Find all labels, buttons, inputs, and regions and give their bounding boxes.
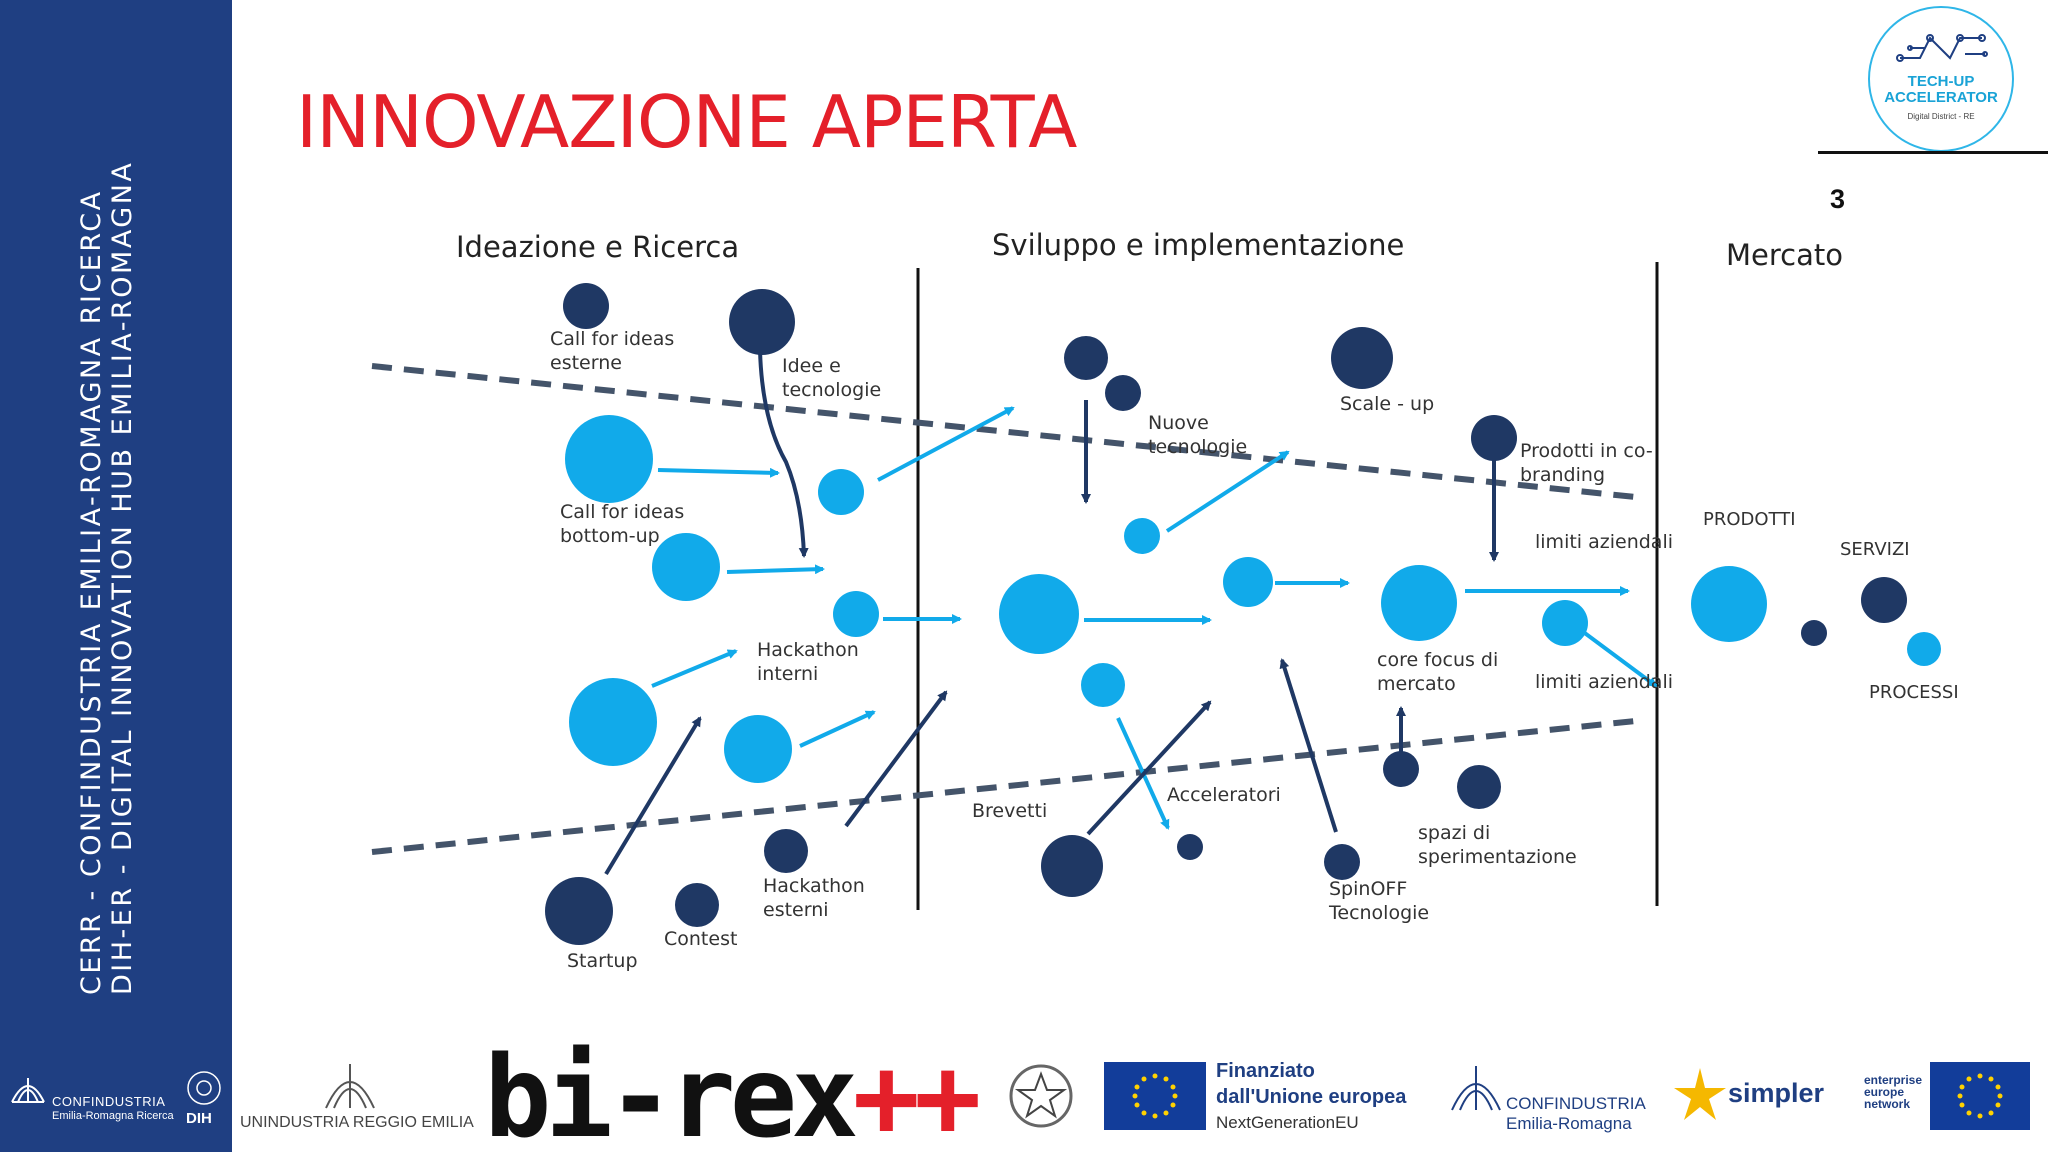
eu-line-3: NextGenerationEU bbox=[1216, 1113, 1359, 1132]
phase-ideazione: Ideazione e Ricerca bbox=[456, 230, 740, 264]
simpler-star-icon bbox=[1672, 1066, 1728, 1122]
label-prodotti: PRODOTTI bbox=[1703, 509, 1796, 530]
circle-dark bbox=[1177, 834, 1203, 860]
label-prodotti-cobranding bbox=[1520, 439, 1653, 487]
sidebar-line-dih: DIH-ER - DIGITAL INNOVATION HUB EMILIA-ROMAGNA bbox=[107, 160, 138, 995]
light-circles bbox=[565, 415, 1941, 783]
label-line: bottom-up bbox=[560, 525, 660, 547]
badge-subtitle: Digital District - RE bbox=[1907, 112, 1975, 121]
circle-light bbox=[724, 715, 792, 783]
italian-republic-emblem-icon bbox=[1006, 1060, 1076, 1132]
label-line: branding bbox=[1520, 464, 1605, 486]
circle-dark bbox=[545, 877, 613, 945]
circle-dark bbox=[1801, 620, 1827, 646]
een-text bbox=[1864, 1074, 1922, 1110]
label-core-focus bbox=[1377, 648, 1498, 696]
eu-stars-icon bbox=[1104, 1062, 1206, 1130]
unindustria-emblem-icon bbox=[320, 1056, 380, 1112]
een-line-2: europe bbox=[1864, 1085, 1905, 1099]
label-servizi: SERVIZI bbox=[1840, 539, 1910, 560]
circle-dark bbox=[1041, 835, 1103, 897]
label-startup: Startup bbox=[567, 950, 638, 972]
circle-light bbox=[1542, 600, 1588, 646]
circle-dark bbox=[1457, 765, 1501, 809]
page-number: 3 bbox=[1830, 184, 1846, 214]
label-limiti-2: limiti aziendali bbox=[1535, 671, 1674, 693]
label-line: Hackathon bbox=[763, 875, 865, 897]
phase-mercato: Mercato bbox=[1726, 238, 1843, 272]
label-line: Prodotti in co- bbox=[1520, 440, 1653, 462]
label-line: Nuove bbox=[1148, 412, 1209, 434]
circle-dark bbox=[1105, 375, 1141, 411]
arrow-light bbox=[652, 651, 736, 686]
circle-light bbox=[565, 415, 653, 503]
circle-light bbox=[1081, 663, 1125, 707]
eu-line-2: dall'Unione europea bbox=[1216, 1086, 1407, 1108]
circle-dark bbox=[675, 883, 719, 927]
circle-dark bbox=[563, 283, 609, 329]
eu-flag-icon-2 bbox=[1930, 1062, 2030, 1130]
funnel-top-line bbox=[372, 366, 1645, 498]
label-call-bottom-up bbox=[560, 500, 684, 548]
sidebar-line-cerr: CERR - CONFINDUSTRIA EMILIA-ROMAGNA RICERCA bbox=[76, 189, 107, 995]
label-spazi-sperimentazione bbox=[1418, 821, 1577, 869]
confindustria-sub-label: Emilia-Romagna Ricerca bbox=[52, 1110, 174, 1122]
label-line: SpinOFF bbox=[1329, 878, 1408, 900]
phase-sviluppo: Sviluppo e implementazione bbox=[992, 228, 1405, 262]
confindustria-er-logo bbox=[1448, 1058, 1658, 1138]
eu-flag-icon bbox=[1104, 1062, 1206, 1130]
circle-dark bbox=[729, 289, 795, 355]
label-line: sperimentazione bbox=[1418, 846, 1577, 868]
unindustria-logo bbox=[240, 1056, 474, 1136]
circle-dark bbox=[1324, 844, 1360, 880]
arrow-light bbox=[727, 569, 823, 572]
label-brevetti: Brevetti bbox=[972, 800, 1048, 822]
label-acceleratori: Acceleratori bbox=[1167, 784, 1281, 806]
circle-light bbox=[999, 574, 1079, 654]
circle-light bbox=[1223, 557, 1273, 607]
arrow-light bbox=[800, 712, 874, 746]
birex-logo bbox=[484, 1033, 976, 1163]
label-line: esterni bbox=[763, 899, 829, 921]
label-line: mercato bbox=[1377, 673, 1456, 695]
label-idee-tecnologie bbox=[782, 354, 881, 402]
badge-line-2: ACCELERATOR bbox=[1884, 89, 1998, 106]
circle-dark bbox=[764, 829, 808, 873]
eu-line-1: Finanziato bbox=[1216, 1060, 1315, 1082]
confindustria-label: CONFINDUSTRIA bbox=[52, 1094, 166, 1109]
een-line-1: enterprise bbox=[1864, 1073, 1923, 1087]
arrow-dark bbox=[846, 692, 946, 826]
label-line: esterne bbox=[550, 352, 622, 374]
confindustria-er-line1: CONFINDUSTRIA bbox=[1506, 1094, 1646, 1113]
arrow-dark bbox=[1088, 702, 1210, 834]
label-hackathon-esterni bbox=[763, 874, 865, 922]
circle-light bbox=[833, 591, 879, 637]
circle-dark bbox=[1331, 327, 1393, 389]
circle-dark bbox=[1064, 336, 1108, 380]
label-line: spazi di bbox=[1418, 822, 1491, 844]
circle-light bbox=[1124, 518, 1160, 554]
label-call-esterne bbox=[550, 327, 674, 375]
label-nuove-tecnologie bbox=[1148, 411, 1247, 459]
birex-plus: ++ bbox=[852, 1033, 976, 1163]
label-processi: PROCESSI bbox=[1869, 682, 1959, 703]
circle-dark bbox=[1861, 577, 1907, 623]
label-line: Call for ideas bbox=[560, 501, 685, 523]
label-line: Idee e bbox=[782, 355, 841, 377]
confindustria-er-line2: Emilia-Romagna bbox=[1506, 1114, 1632, 1133]
arrow-light bbox=[658, 470, 778, 473]
eu-funding-text bbox=[1216, 1058, 1406, 1136]
circle-dark bbox=[1383, 751, 1419, 787]
circle-light bbox=[1381, 565, 1457, 641]
label-limiti-1: limiti aziendali bbox=[1535, 531, 1674, 553]
circle-light bbox=[1691, 566, 1767, 642]
circle-dark bbox=[1471, 415, 1517, 461]
label-line: Tecnologie bbox=[1329, 902, 1430, 924]
arrow-dark bbox=[1282, 660, 1336, 832]
circle-light bbox=[1907, 632, 1941, 666]
eu-stars-icon bbox=[1930, 1062, 2030, 1130]
label-limiti-1-clip bbox=[1535, 530, 1674, 558]
unindustria-label: UNINDUSTRIA REGGIO EMILIA bbox=[240, 1114, 474, 1131]
label-contest: Contest bbox=[664, 928, 738, 950]
label-scale-up: Scale - up bbox=[1340, 393, 1435, 415]
label-hackathon-interni bbox=[757, 638, 859, 686]
label-line: tecnologie bbox=[1148, 436, 1248, 458]
label-line: Call for ideas bbox=[550, 328, 675, 350]
label-spinoff bbox=[1329, 877, 1429, 925]
circle-light bbox=[569, 678, 657, 766]
confindustria-er-emblem-icon bbox=[1448, 1058, 1504, 1114]
simpler-logo bbox=[1672, 1060, 1825, 1134]
label-line: core focus di bbox=[1377, 649, 1499, 671]
label-limiti-2-clip bbox=[1535, 670, 1674, 698]
label-line: tecnologie bbox=[782, 379, 882, 401]
label-line: interni bbox=[757, 663, 819, 685]
dih-label: DIH bbox=[186, 1110, 212, 1127]
birex-text: bi-rex bbox=[484, 1033, 853, 1163]
label-line: Hackathon bbox=[757, 639, 859, 661]
simpler-label: simpler bbox=[1728, 1078, 1825, 1108]
een-line-3: network bbox=[1864, 1097, 1911, 1111]
page-title: INNOVAZIONE APERTA bbox=[296, 80, 1077, 164]
badge-line-1: TECH-UP bbox=[1907, 73, 1975, 90]
arrow-light bbox=[1167, 452, 1288, 531]
circle-light bbox=[818, 469, 864, 515]
een-logo bbox=[1846, 1064, 1926, 1130]
